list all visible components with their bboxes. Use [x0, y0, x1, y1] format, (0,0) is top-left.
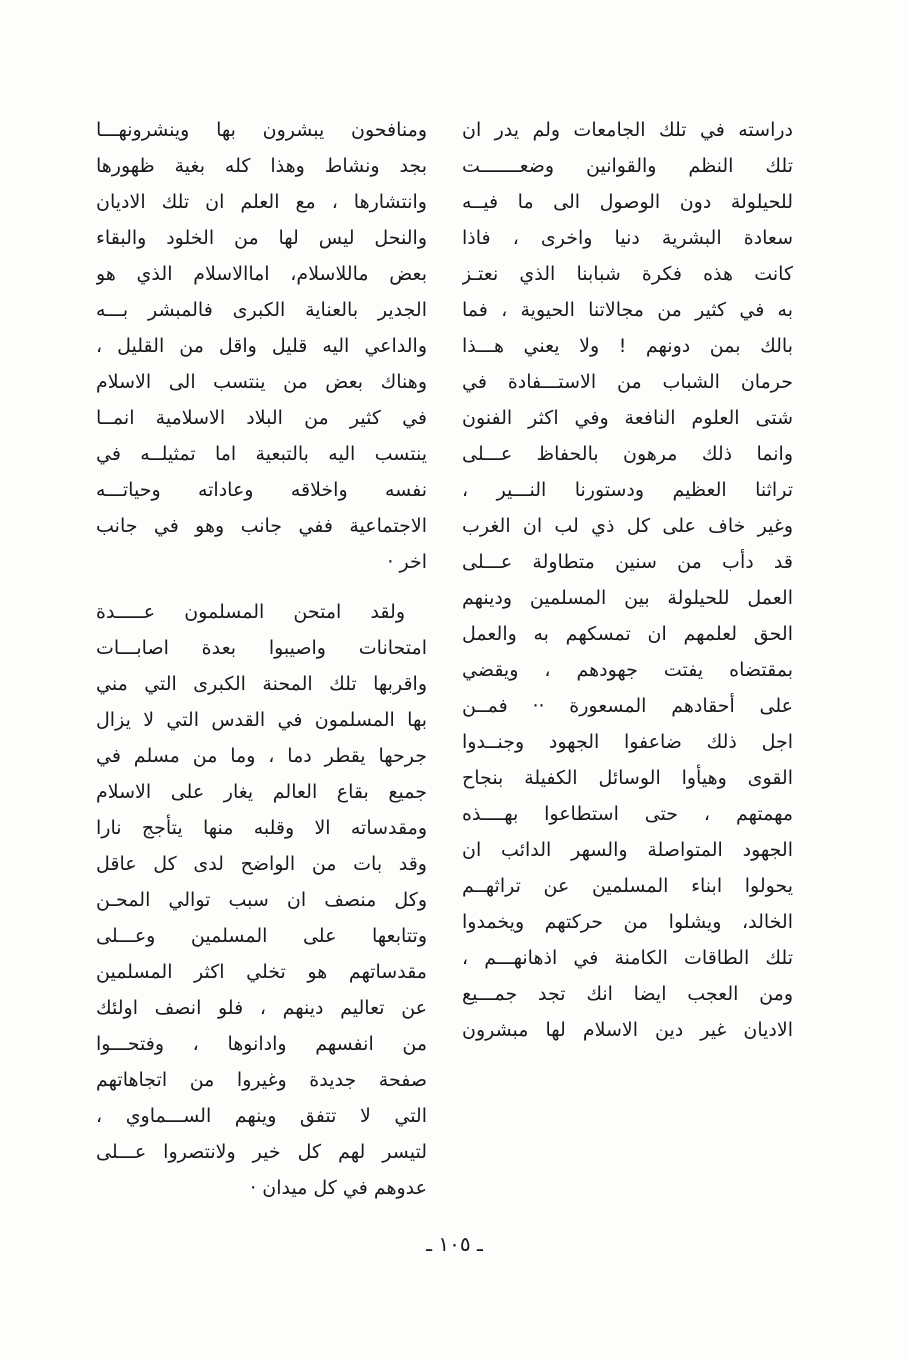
text-line: ولقد امتحن المسلمون عـــــدة [96, 601, 405, 623]
text-line: وكل منصف ان سبب توالي المحـن [96, 889, 427, 911]
text-line: امتحانات واصيبوا بعدة اصابـــات [96, 637, 427, 659]
text-line: وتتابعها على المسلمين وعـــلى [96, 925, 427, 947]
page-number: ـ ١٠٥ ـ [426, 1232, 483, 1256]
text-column-right [462, 112, 793, 1048]
text-column-left [96, 112, 427, 1206]
text-line: القوى وهيأوا الوسائل الكفيلة بنجاح [462, 767, 793, 789]
text-line: والنحل ليس لها من الخلود والبقاء [96, 227, 427, 249]
text-line: بجد ونشاط وهذا كله بغية ظهورها [96, 155, 427, 177]
text-line: وانما ذلك مرهون بالحفاظ عـــلى [462, 443, 793, 465]
text-line: سعادة البشرية دنيا واخرى ، فاذا [462, 227, 793, 249]
text-line: جرحها يقطر دما ، وما من مسلم في [96, 745, 427, 767]
text-line: شتى العلوم النافعة وفي اكثر الفنون [462, 407, 793, 429]
text-line: التي لا تتفق وينهم الســـماوي ، [96, 1105, 427, 1127]
text-line: ينتسب اليه بالتبعية اما تمثيلــه في [96, 443, 427, 465]
text-line: مهمتهم ، حتى استطاعوا بهــــذه [462, 803, 793, 825]
text-line: الجدير بالعناية الكبرى فالمبشر بـــه [96, 299, 427, 321]
text-line: على أحقادهم المسعورة ·· فمــن [462, 695, 793, 717]
text-line: وهناك بعض من ينتسب الى الاسلام [96, 371, 427, 393]
text-line: صفحة جديدة وغيروا من اتجاهاتهم [96, 1069, 427, 1091]
text-line: اخر · [387, 551, 427, 573]
text-line: الاديان غير دين الاسلام لها مبشرون [462, 1019, 793, 1041]
text-line: للحيلولة دون الوصول الى ما فيــه [462, 191, 793, 213]
text-line: تلك الطاقات الكامنة في اذهانهـــم ، [462, 947, 793, 969]
text-line: اجل ذلك ضاعفوا الجهود وجنــدوا [462, 731, 793, 753]
text-line: من انفسهم وادانوها ، وفتحـــوا [96, 1033, 427, 1055]
text-line: بالك بمن دونهم ! ولا يعني هـــذا [462, 335, 793, 357]
text-line: وغير خاف على كل ذي لب ان الغرب [462, 515, 793, 537]
text-line: عن تعاليم دينهم ، فلو انصف اولئك [96, 997, 427, 1019]
text-line: دراسته في تلك الجامعات ولم يدر ان [462, 119, 793, 141]
text-line: في كثير من البلاد الاسلامية انمــا [96, 407, 427, 429]
text-line: بمقتضاه يفتت جهودهم ، ويقضي [462, 659, 793, 681]
text-line: الحق لعلمهم ان تمسكهم به والعمل [462, 623, 793, 645]
text-line: الخالد، ويشلوا من حركتهم ويخمدوا [462, 911, 793, 933]
text-line: الجهود المتواصلة والسهر الدائب ان [462, 839, 793, 861]
text-line: العمل للحيلولة بين المسلمين ودينهم [462, 587, 793, 609]
text-line: واقربها تلك المحنة الكبرى التي مني [96, 673, 427, 695]
text-line: بها المسلمون في القدس التي لا يزال [96, 709, 427, 731]
text-line: قد دأب من سنين متطاولة عـــلى [462, 551, 793, 573]
text-line: ومنافحون يبشرون بها وينشرونهـــا [96, 119, 427, 141]
text-line: حرمان الشباب من الاستـــفادة في [462, 371, 793, 393]
text-line: الاجتماعية ففي جانب وهو في جانب [96, 515, 427, 537]
text-line: لتيسر لهم كل خير ولانتصروا عـــلى [96, 1141, 427, 1163]
text-line: يحولوا ابناء المسلمين عن تراثهــم [462, 875, 793, 897]
text-line: جميع بقاع العالم يغار على الاسلام [96, 781, 427, 803]
text-line: والداعي اليه قليل واقل من القليل ، [96, 335, 427, 357]
paragraph-gap [96, 580, 427, 594]
text-line: وقد بات من الواضح لدى كل عاقل [96, 853, 427, 875]
text-line: ومن العجب ايضا انك تجد جمـــيع [462, 983, 793, 1005]
text-line: تراثنا العظيم ودستورنا النـــير ، [462, 479, 793, 501]
text-line: به في كثير من مجالاتنا الحيوية ، فما [462, 299, 793, 321]
text-line: نفسه واخلاقه وعاداته وحياتـــه [96, 479, 427, 501]
text-line: عدوهم في كل ميدان · [250, 1177, 427, 1199]
text-line: تلك النظم والقوانين وضعـــــــت [462, 155, 793, 177]
text-line: ومقدساته الا وقلبه منها يتأجج نارا [96, 817, 427, 839]
text-line: وانتشارها ، مع العلم ان تلك الاديان [96, 191, 427, 213]
text-line: مقدساتهم هو تخلي اكثر المسلمين [96, 961, 427, 983]
text-line: كانت هذه فكرة شبابنا الذي نعتـز [462, 263, 793, 285]
text-line: بعض ماللاسلام، اماالاسلام الذي هو [96, 263, 427, 285]
